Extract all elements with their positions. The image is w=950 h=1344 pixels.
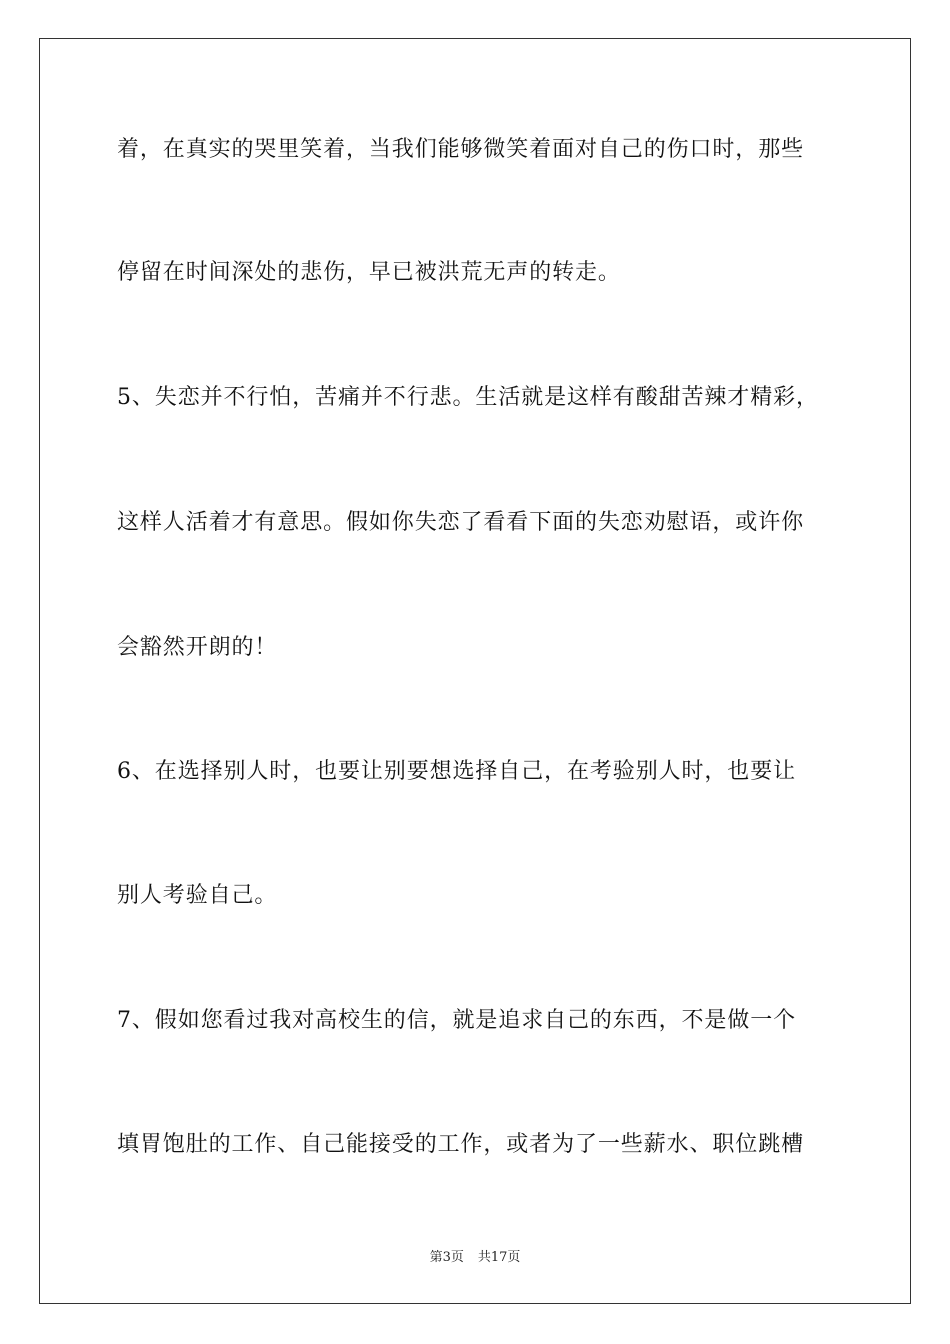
text-line: 会豁然开朗的！ [117,635,278,660]
page-number: 第3页 [429,1250,464,1265]
text-line: 6、在选择别人时，也要让别要想选择自己，在考验别人时，也要让 [117,759,796,784]
text-line: 着，在真实的哭里笑着，当我们能够微笑着面对自己的伤口时，那些 [117,137,805,162]
page-border [39,38,911,1304]
text-line: 填胃饱肚的工作、自己能接受的工作，或者为了一些薪水、职位跳槽 [117,1132,805,1157]
page-footer [0,1246,950,1265]
text-line: 这样人活着才有意思。假如你失恋了看看下面的失恋劝慰语，或许你 [117,510,805,535]
text-line: 停留在时间深处的悲伤，早已被洪荒无声的转走。 [117,260,621,285]
page-total: 共17页 [477,1250,521,1265]
text-line: 别人考验自己。 [117,883,278,908]
text-line: 7、假如您看过我对高校生的信，就是追求自己的东西，不是做一个 [117,1008,796,1033]
text-line: 5、失恋并不行怕，苦痛并不行悲。生活就是这样有酸甜苦辣才精彩， [117,385,819,410]
